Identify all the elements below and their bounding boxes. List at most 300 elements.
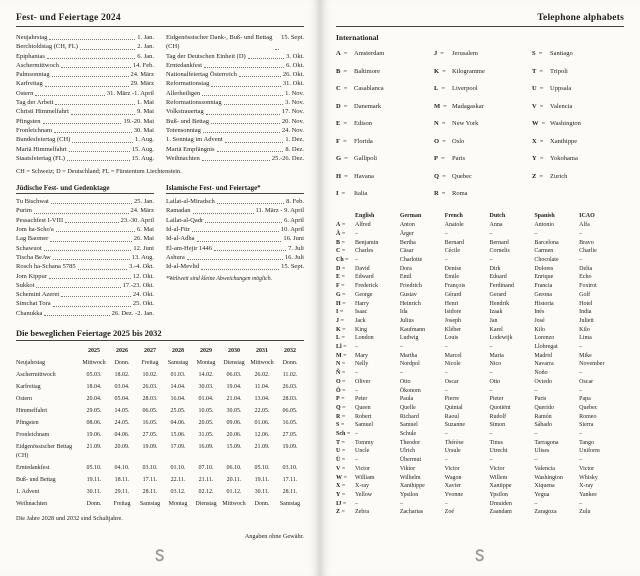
alphabet-word: Carmen [534, 248, 554, 255]
alphabet-word: Queen [355, 404, 371, 411]
movable-value: Freitag [141, 359, 159, 366]
movable-value: 18.11. [114, 476, 130, 483]
movable-value: 01.12. [226, 488, 242, 495]
holiday-item [16, 135, 154, 144]
international-letter: X = [532, 138, 546, 145]
international-word: Florida [354, 137, 373, 145]
holiday-name: Weihnachten [166, 154, 200, 162]
alphabet-row [336, 334, 624, 343]
international-word: Liverpool [452, 85, 478, 92]
holiday-date: 15. Sept. [281, 34, 304, 41]
alphabet-row [336, 456, 624, 465]
international-letter: J = [434, 50, 448, 57]
alphabet-row [336, 291, 624, 300]
holiday-name: Lailat-al-Qadr [166, 216, 204, 224]
alphabet-word: Gerona [534, 291, 552, 298]
alphabet-row [336, 300, 624, 309]
alphabet-row [336, 474, 624, 483]
alphabet-word: Joseph [444, 317, 461, 324]
holiday-date: 10. April [280, 226, 304, 234]
movable-value: 24.05. [114, 419, 130, 426]
alphabet-word: – [355, 500, 358, 507]
dotted-leader [49, 39, 135, 40]
dotted-leader [205, 222, 282, 223]
holiday-item [16, 126, 154, 135]
alphabet-word: – [534, 387, 538, 394]
holiday-item [166, 61, 304, 70]
international-item [434, 103, 526, 110]
alphabet-word: Querido [534, 404, 554, 411]
international-item [336, 155, 428, 162]
holiday-item [166, 89, 304, 98]
holiday-date: 24. März [130, 71, 154, 79]
international-word: Zurich [550, 172, 568, 180]
year-header: 2028 [172, 347, 184, 354]
movable-row-label: Himmelfahrt [16, 407, 47, 414]
alphabet-word: – [399, 500, 403, 507]
movable-table-row [16, 462, 304, 474]
alphabet-word: Xantippe [489, 483, 512, 490]
alphabet-word: India [579, 309, 592, 316]
movable-feasts-title: Die beweglichen Feiertage 2025 bis 2032 [16, 328, 304, 341]
holiday-name: Lag Baomer [16, 235, 49, 243]
holiday-date: 3. Okt. [286, 52, 304, 60]
international-letter: U = [532, 85, 546, 92]
movable-table-row [16, 474, 304, 486]
alphabet-row [336, 378, 624, 387]
alphabet-word: Richard [399, 413, 419, 420]
holiday-item [16, 42, 154, 51]
alphabet-word: Kilo [579, 326, 590, 333]
movable-value: Montag [196, 359, 216, 366]
holiday-name: Staatsfeiertag (FL) [16, 154, 65, 162]
holiday-date: 30. Mai [133, 126, 154, 134]
alphabet-word: Zaandam [489, 509, 512, 516]
alphabet-word: – [579, 344, 583, 351]
alphabet-word: – [579, 500, 583, 507]
alphabet-letter: Ö = [336, 387, 355, 396]
holiday-date: 8. Feb. [286, 198, 304, 206]
left-page-title: Fest- und Feiertage 2024 [16, 13, 304, 27]
abbreviation-note: CH = Schweiz; D = Deutschland; FL = Fürstentum Liechtenstein. [16, 168, 182, 176]
holiday-date: 14. Feb. [132, 61, 154, 69]
holiday-name: Id-al-Adha [166, 235, 195, 243]
movable-value: 20.11. [226, 476, 242, 483]
holiday-name: Berchtoldstag (CH, FL) [16, 43, 78, 51]
alphabet-word: Zaragoza [534, 509, 557, 516]
international-word: Gallipoli [354, 155, 378, 162]
holiday-date: 29. März [130, 80, 154, 88]
movable-table-row [16, 498, 304, 510]
holiday-name: Erntedankfest [166, 61, 203, 69]
alphabet-word: Zulu [579, 509, 591, 516]
holiday-date: 15. Aug. [131, 145, 154, 153]
holiday-item [16, 281, 154, 290]
holiday-item [16, 290, 154, 299]
international-word: Madagaskar [452, 102, 484, 110]
alphabet-word: Quintal [444, 404, 463, 411]
holiday-date: 15. Sept. [281, 263, 304, 271]
dotted-leader [71, 114, 135, 115]
alphabet-word: Schule [399, 431, 417, 438]
alphabet-word: – [444, 257, 448, 264]
movable-value: 14.04. [170, 383, 186, 390]
holiday-date: 24. Okt. [132, 291, 154, 299]
alphabet-word: – [489, 230, 493, 237]
holiday-item [166, 225, 304, 234]
international-column [532, 50, 624, 208]
movable-value: 10.02. [142, 371, 158, 378]
movable-value: 12.06. [254, 431, 270, 438]
movable-value: 03.04. [114, 383, 130, 390]
international-letter: N = [434, 120, 448, 127]
jewish-holidays-list [16, 197, 154, 318]
year-header: 2025 [88, 347, 100, 354]
alphabet-row [336, 395, 624, 404]
alphabet-word: Pierre [444, 396, 459, 403]
alphabet-letter: D = [336, 265, 355, 274]
alphabet-word: – [355, 431, 358, 438]
alphabet-word: Tommy [355, 439, 374, 446]
alphabet-word: – [489, 387, 493, 394]
movable-value: 15.09. [226, 443, 242, 450]
movable-row-label: Neujahrstag [16, 359, 45, 366]
dotted-leader [197, 241, 282, 242]
alphabet-word: Antonio [534, 222, 554, 229]
alphabet-word: Victor [355, 465, 370, 472]
movable-row-label: Weihnachten [16, 500, 48, 507]
alphabet-word: Marcel [444, 352, 462, 359]
alphabet-word: Cécile [444, 248, 460, 255]
holiday-item [166, 98, 304, 107]
movable-table-row [16, 381, 304, 393]
dotted-leader [49, 278, 131, 279]
international-item [336, 103, 428, 110]
alphabet-word: Enrique [534, 274, 554, 281]
holiday-item [166, 197, 304, 206]
year-header: 2030 [228, 347, 240, 354]
holiday-name: Pessachfest I-VIII [16, 216, 64, 224]
international-letter: V = [532, 103, 546, 110]
international-word: Tripoli [550, 67, 568, 75]
alphabet-word: London [355, 335, 374, 342]
alphabet-word: Paula [399, 396, 414, 403]
alphabet-word: Quebec [579, 404, 598, 411]
holiday-date: 1. Mai [137, 99, 154, 107]
alphabet-word: – [444, 457, 448, 464]
dotted-leader [45, 86, 129, 87]
alphabet-word: Ulises [534, 448, 550, 455]
alphabet-word: Xiquena [534, 483, 555, 490]
holiday-name: Schawuot [16, 244, 42, 252]
dotted-leader [217, 203, 284, 204]
alphabet-letter: Sch = [336, 430, 355, 439]
holiday-date: 15. Aug. [131, 154, 154, 162]
movable-value: 18.02. [114, 371, 130, 378]
international-word: Kilogramme [452, 67, 485, 75]
holiday-name: Allerheiligen [166, 89, 201, 97]
alphabet-word: Alfred [355, 222, 371, 229]
movable-value: Samstag [167, 359, 189, 366]
publisher-logo-icon [475, 549, 486, 567]
dotted-leader [80, 49, 135, 50]
alphabet-word: Dirk [489, 265, 501, 272]
movable-table-header-row [16, 345, 304, 357]
dotted-leader [214, 250, 286, 251]
alphabet-word: Wilhelm [399, 474, 421, 481]
international-item [434, 138, 526, 145]
international-word: Valencia [550, 102, 573, 110]
international-columns [336, 50, 624, 208]
alphabet-letter: N = [336, 360, 355, 369]
holiday-name: Ostern [16, 89, 34, 97]
international-letter: L = [434, 85, 448, 92]
holiday-name: Aschermittwoch [16, 61, 59, 69]
movable-value: 19.09. [282, 443, 298, 450]
alphabet-word: Victor [444, 465, 460, 472]
movable-value: 26.03. [142, 383, 158, 390]
alphabet-letter: X = [336, 482, 355, 491]
holiday-item [166, 216, 304, 225]
movable-value: Dienstag [195, 500, 217, 507]
dotted-leader [187, 259, 283, 260]
page-right [320, 0, 640, 576]
holiday-name: Reformationstag [166, 80, 210, 88]
alphabet-row [336, 247, 624, 256]
dotted-leader [202, 95, 283, 96]
movable-value: 11.04. [254, 383, 270, 390]
holiday-date: 3. Nov. [285, 99, 304, 107]
international-item [532, 120, 624, 127]
alphabet-row [336, 430, 624, 439]
movable-value: 06.05. [142, 407, 158, 414]
international-word: Amsterdam [354, 50, 385, 57]
movable-value: 05.10. [254, 464, 270, 471]
alphabet-word: Benjamin [355, 239, 379, 246]
holiday-name: Id-al-Fitr [166, 226, 190, 234]
movable-value: 21.11. [198, 476, 214, 483]
alphabet-letter: J = [336, 317, 355, 326]
international-item [532, 138, 624, 145]
holiday-date: 26. Okt. [282, 71, 304, 79]
alphabet-word: Xanthippe [399, 483, 425, 490]
international-letter: O = [434, 138, 448, 145]
alphabet-word: Historia [534, 300, 554, 307]
holiday-name: Tu Bischwat [16, 198, 49, 206]
holiday-item [166, 234, 304, 243]
holiday-date: 16. Juli [284, 253, 304, 261]
alphabet-row [336, 317, 624, 326]
movable-value: 15.06. [170, 431, 186, 438]
alphabet-word: Yellow [355, 492, 373, 498]
movable-row-label: Eidgenössischer Bettag (CH) [16, 443, 73, 459]
alphabet-word: Ferdinand [489, 283, 514, 290]
alphabet-word: Madrid [534, 352, 552, 359]
holiday-name: Simchat Tora [16, 300, 51, 308]
year-header: 2029 [200, 347, 212, 354]
movable-value: Dienstag [223, 359, 245, 366]
movable-feasts-table [16, 345, 304, 510]
alphabet-word: – [579, 230, 583, 237]
holiday-date: 13. Aug. [131, 253, 154, 261]
alphabet-word: Ramón [534, 413, 552, 420]
holiday-item [16, 244, 154, 253]
alphabet-word: Frederick [355, 283, 378, 290]
movable-value: 06.10. [226, 464, 242, 471]
alphabet-word: Uniform [579, 448, 600, 455]
year-header: 2031 [256, 347, 268, 354]
international-word: Roma [452, 190, 468, 197]
alphabet-word: Foxtrot [579, 283, 597, 290]
alphabet-language-header: German [399, 212, 422, 219]
alphabet-word: Jack [355, 317, 366, 324]
holiday-date: 17. Nov. [281, 108, 304, 116]
holiday-date: 6. Mai [137, 226, 154, 234]
holiday-date: 12. Juni [133, 244, 154, 252]
alphabet-word: Edward [355, 274, 374, 281]
dotted-leader [55, 104, 135, 105]
holiday-name: Palmsonntag [16, 71, 50, 79]
holiday-name: 1. Sonntag im Advent [166, 136, 223, 144]
alphabet-word: Karel [489, 326, 503, 333]
movable-value: 17.11. [142, 476, 158, 483]
alphabet-word: Yegua [534, 492, 550, 498]
movable-value: 29.05. [86, 407, 102, 414]
alphabet-word: Utrecht [489, 448, 508, 455]
holiday-item [16, 117, 154, 126]
holiday-name: Chanukka [16, 309, 43, 317]
holiday-name: Nationalfeiertag Österreich [166, 71, 237, 79]
holiday-date: 31. Okt. [282, 80, 304, 88]
alphabet-word: – [399, 344, 403, 351]
holiday-name: Totensonntag [166, 126, 201, 134]
religious-holidays-section [16, 175, 304, 318]
alphabet-word: Xavier [444, 483, 461, 490]
alphabet-word: Isidore [444, 309, 462, 316]
alphabet-row [336, 439, 624, 448]
alphabet-word: Paris [534, 396, 547, 403]
holiday-item [16, 98, 154, 107]
movable-value: Donn. [114, 359, 130, 366]
movable-value: Freitag [113, 500, 131, 507]
alphabet-word: – [355, 370, 358, 377]
international-letter: E = [336, 120, 350, 127]
dotted-leader [275, 49, 279, 50]
holiday-date: 6. Okt. [286, 61, 304, 69]
alphabet-word: Sierra [579, 422, 594, 429]
dotted-leader [211, 86, 281, 87]
holiday-name: Ashura [166, 253, 185, 261]
movable-row-label: Karfreitag [16, 383, 41, 390]
dotted-leader [36, 287, 120, 288]
international-letter: R = [434, 190, 448, 197]
alphabet-row [336, 230, 624, 239]
alphabet-word: – [579, 431, 583, 438]
movable-value: 13.04. [254, 395, 270, 402]
holiday-item [16, 154, 154, 163]
alphabet-word: – [355, 344, 358, 351]
alphabet-word: – [355, 457, 358, 464]
dotted-leader [193, 213, 254, 214]
holiday-date: 23.-30. April [120, 216, 154, 224]
dotted-leader [202, 160, 270, 161]
dotted-leader [43, 123, 122, 124]
international-item [532, 155, 624, 162]
alphabet-word: Dolores [534, 265, 554, 272]
movable-value: 20.06. [226, 431, 242, 438]
international-item [532, 103, 624, 110]
international-letter: F = [336, 138, 350, 145]
international-letter: M = [434, 103, 448, 110]
alphabet-word: Tarragona [534, 439, 559, 446]
movable-value: 16.05. [142, 419, 158, 426]
alphabet-letter: P = [336, 395, 355, 404]
holiday-date: 16. Juni [283, 235, 304, 243]
holiday-item [16, 206, 154, 215]
alphabet-word: Quotiënt [489, 404, 511, 411]
holiday-name: El-am-Hejir 1446 [166, 244, 213, 252]
holiday-item [166, 145, 304, 154]
alphabet-word: William [355, 474, 375, 481]
movable-value: 21.04. [226, 395, 242, 402]
holiday-name: Pfingsten [16, 117, 41, 125]
alphabet-letter: A = [336, 221, 355, 230]
islamic-holidays [166, 175, 304, 318]
dotted-leader [67, 160, 130, 161]
holiday-name: Bundesfeiertag (CH) [16, 136, 71, 144]
holiday-date: 1. Aug. [135, 136, 154, 144]
international-word: Italia [354, 190, 368, 197]
movable-row-label: Buß- und Bettag [16, 476, 56, 483]
international-item [532, 85, 624, 92]
international-letter: H = [336, 173, 350, 180]
movable-value: 30.05. [226, 407, 242, 414]
movable-value: 19.06. [86, 431, 102, 438]
holiday-date: 1. Jan. [137, 34, 154, 41]
international-letter: B = [336, 68, 350, 75]
alphabet-word: – [534, 457, 538, 464]
alphabet-word: Ludwig [399, 335, 419, 342]
alphabet-letter: H = [336, 300, 355, 309]
dotted-leader [78, 269, 128, 270]
movable-value: 16.04. [170, 395, 186, 402]
alphabet-word: Henri [444, 300, 459, 307]
movable-value: 29.11. [114, 488, 130, 495]
international-column [434, 50, 526, 208]
alphabet-word: November [579, 361, 605, 368]
alphabet-word: – [489, 457, 493, 464]
holiday-name: Jom Kippur [16, 272, 47, 280]
alphabet-word: X-ray [579, 483, 594, 490]
alphabet-word: Jan [489, 317, 498, 324]
alphabet-word: Cornelis [489, 248, 510, 255]
international-word: Oslo [452, 137, 465, 145]
dotted-leader [61, 67, 131, 68]
right-page-title: Telephone alphabets [336, 13, 624, 27]
alphabet-word: – [444, 230, 448, 237]
alphabet-word: – [579, 257, 583, 264]
alphabet-word: Ypsilon [399, 492, 419, 498]
movable-value: 17.11. [282, 476, 298, 483]
movable-table-row [16, 441, 304, 462]
dotted-leader [54, 132, 132, 133]
alphabet-letter: I = [336, 308, 355, 317]
alphabet-word: Victor [579, 465, 595, 472]
movable-row-label: Pfingsten [16, 419, 39, 426]
alphabet-word: – [444, 387, 448, 394]
holidays-2024-section [16, 33, 304, 163]
alphabet-word: Simon [489, 422, 506, 429]
